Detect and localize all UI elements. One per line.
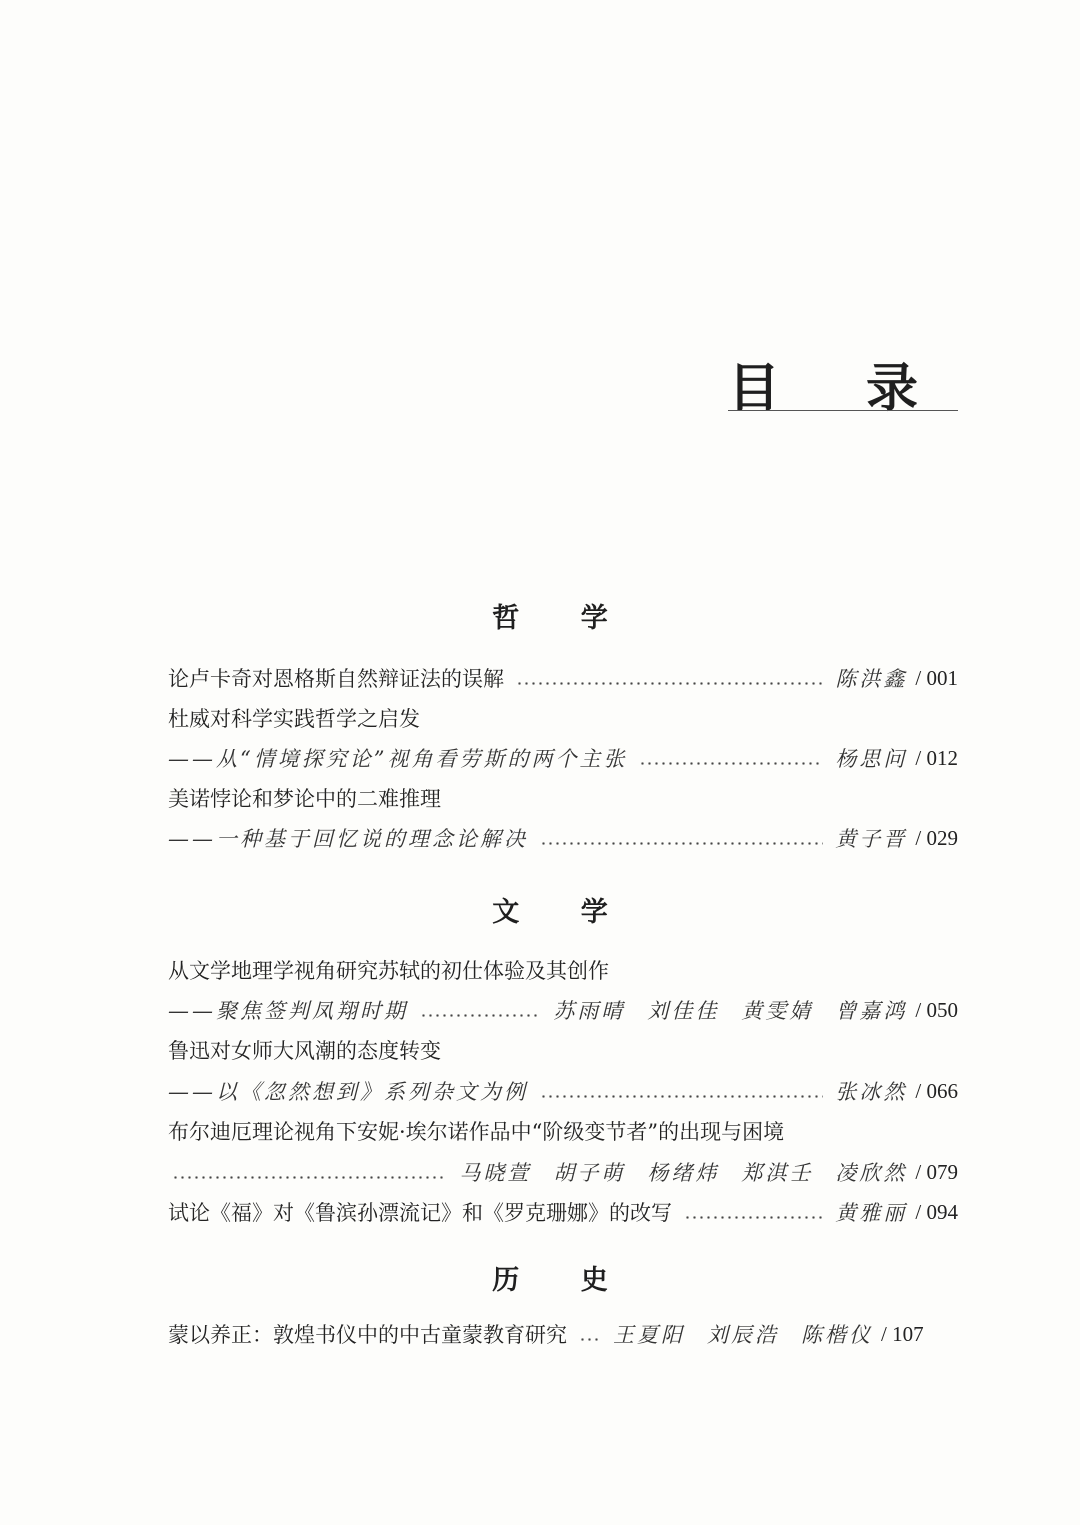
entry-authors [553,995,907,1025]
leader-dots [579,1322,601,1346]
entry-authors [835,1197,907,1227]
entry-subtitle: ——以《忽然想到》系列杂文为例 [168,1080,528,1104]
toc-entry[interactable] [168,1192,958,1232]
toc-entry[interactable] [168,950,958,990]
author: 杨思问 [835,747,908,771]
toc-entry-authors-line[interactable] [168,1152,958,1192]
entry-authors [835,743,907,773]
author: 陈楷仪 [801,1323,873,1347]
leader-dots [172,1160,447,1184]
leader-dots [540,826,823,850]
leader-dots [420,998,541,1022]
toc-entry-subtitle-line[interactable] [168,990,958,1030]
toc-entry[interactable] [168,1314,958,1354]
page-title: 目 录 [727,358,953,419]
entry-page: / 029 [915,825,958,850]
toc-entry-subtitle-line[interactable] [168,738,958,778]
toc-entry-subtitle-line[interactable] [168,818,958,858]
leader-dots [639,746,823,770]
toc-entry-subtitle-line[interactable] [168,1071,958,1111]
author: 陈洪鑫 [835,667,908,691]
author: 苏雨晴 [553,999,626,1023]
toc-entry[interactable] [168,1030,958,1070]
author: 黄雯婧 [741,999,814,1023]
author: 刘辰浩 [707,1323,779,1347]
section-heading-literature: 文 学 [492,897,634,928]
entry-subtitle: ——从“情境探究论”视角看劳斯的两个主张 [168,747,628,771]
entry-authors [613,1319,873,1349]
entry-page: / 094 [915,1199,958,1224]
toc-entry[interactable] [168,1111,958,1151]
author: 黄雅丽 [835,1201,908,1225]
author: 曾嘉鸿 [835,999,908,1023]
section-heading-history: 历 史 [492,1265,634,1296]
entry-page: / 050 [915,997,958,1022]
author: 郑淇壬 [741,1161,814,1185]
entry-page: / 107 [881,1321,924,1346]
title-rule [728,410,958,411]
author: 刘佳佳 [647,999,720,1023]
entry-title: 试论《福》对《鲁滨孙漂流记》和《罗克珊娜》的改写 [168,1201,672,1225]
author: 凌欣然 [835,1161,908,1185]
entry-page: / 066 [915,1078,958,1103]
toc-entry[interactable] [168,658,958,698]
author: 张冰然 [835,1080,908,1104]
entry-authors [835,823,907,853]
toc-entry[interactable] [168,778,958,818]
author: 杨绪炜 [647,1161,720,1185]
entry-authors [835,1076,907,1106]
leader-dots [516,666,823,690]
entry-title: 鲁迅对女师大风潮的态度转变 [168,1039,441,1063]
author: 胡子萌 [553,1161,626,1185]
leader-dots [540,1079,823,1103]
toc-entry[interactable] [168,698,958,738]
entry-page: / 079 [915,1159,958,1184]
leader-dots [684,1200,823,1224]
entry-subtitle: ——一种基于回忆说的理念论解决 [168,827,528,851]
entry-title: 布尔迪厄理论视角下安妮·埃尔诺作品中“阶级变节者”的出现与困境 [168,1120,785,1144]
author: 王夏阳 [613,1323,685,1347]
entry-title: 美诺悖论和梦论中的二难推理 [168,787,441,811]
entry-title: 蒙以养正：敦煌书仪中的中古童蒙教育研究 [168,1323,567,1347]
entry-page: / 012 [915,745,958,770]
entry-title: 杜威对科学实践哲学之启发 [168,707,420,731]
entry-title: 从文学地理学视角研究苏轼的初仕体验及其创作 [168,959,609,983]
entry-title: 论卢卡奇对恩格斯自然辩证法的误解 [168,667,504,691]
entry-authors [835,663,907,693]
author: 马晓萱 [459,1161,532,1185]
author: 黄子晋 [835,827,908,851]
section-heading-philosophy: 哲 学 [492,603,634,634]
entry-authors [459,1157,907,1187]
entry-page: / 001 [915,665,958,690]
entry-subtitle: ——聚焦签判凤翔时期 [168,999,408,1023]
